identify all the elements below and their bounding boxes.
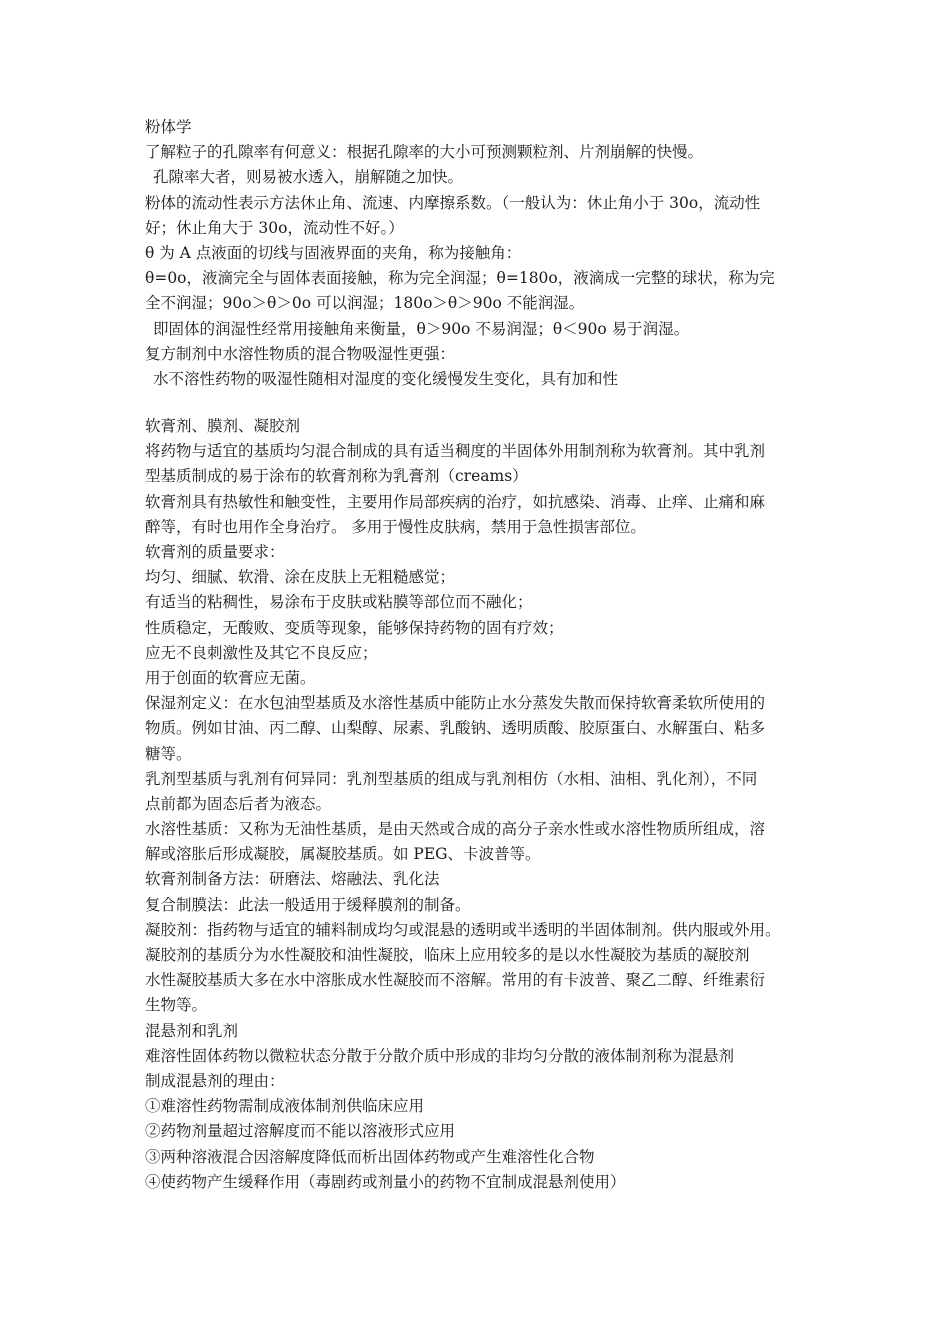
text-line: 物质。例如甘油、丙二醇、山梨醇、尿素、乳酸钠、透明质酸、胶原蛋白、水解蛋白、粘多 [145,719,766,738]
text-line: 凝胶剂：指药物与适宜的辅料制成均匀或混悬的透明或半透明的半固体制剂。供内服或外用。 [145,920,781,939]
text-line: 复合制膜法：此法一般适用于缓释膜剂的制备。 [145,895,471,914]
text-line: 软膏剂制备方法：研磨法、熔融法、乳化法 [145,870,440,889]
text-line: 保湿剂定义：在水包油型基质及水溶性基质中能防止水分蒸发失散而保持软膏柔软所使用的 [145,694,766,713]
text-line: 解或溶胀后形成凝胶，属凝胶基质。如 PEG、卡波普等。 [145,845,541,864]
document-body [145,115,813,1195]
text-line: 凝胶剂的基质分为水性凝胶和油性凝胶，临床上应用较多的是以水性凝胶为基质的凝胶剂 [145,946,750,964]
text-line: 全不润湿；90o＞θ＞0o 可以润湿；180o＞θ＞90o 不能润湿。 [145,294,585,313]
section-suspension [145,1019,813,1195]
text-line: 性质稳定，无酸败、变质等现象，能够保持药物的固有疗效； [145,618,564,637]
text-line: 生物等。 [145,996,208,1015]
text-line: 水性凝胶基质大多在水中溶胀成水性凝胶而不溶解。常用的有卡波普、聚乙二醇、纤维素衍 [145,971,766,990]
text-line: 软膏剂具有热敏性和触变性，主要用作局部疾病的治疗，如抗感染、消毒、止痒、止痛和麻 [145,492,766,511]
list-item: ④使药物产生缓释作用（毒剧药或剂量小的药物不宜制成混悬剂使用） [145,1172,626,1191]
section-title-suspension: 混悬剂和乳剂 [145,1021,239,1040]
text-line: 复方制剂中水溶性物质的混合物吸湿性更强： [145,344,456,363]
text-line: 将药物与适宜的基质均匀混合制成的具有适当稠度的半固体外用制剂称为软膏剂。其中乳剂 [145,442,766,461]
text-line: 孔隙率大者，则易被水透入，崩解随之加快。 [153,168,464,187]
text-line: 水溶性基质：又称为无油性基质，是由天然或合成的高分子亲水性或水溶性物质所组成，溶 [145,820,766,839]
text-line: 糖等。 [145,744,192,763]
text-line: 难溶性固体药物以微粒状态分散于分散介质中形成的非均匀分散的液体制剂称为混悬剂 [145,1046,735,1065]
text-line: 有适当的粘稠性，易涂布于皮肤或粘膜等部位而不融化； [145,593,533,612]
section-title-powder: 粉体学 [145,118,192,136]
text-line: 醉等，有时也用作全身治疗。 多用于慢性皮肤病，禁用于急性损害部位。 [145,517,646,536]
text-line: θ 为 A 点液面的切线与固液界面的夹角，称为接触角： [145,243,522,262]
text-line: 粉体的流动性表示方法休止角、流速、内摩擦系数。（一般认为：休止角小于 30o，流动性 [145,193,761,212]
text-line: 水不溶性药物的吸湿性随相对湿度的变化缓慢发生变化，具有加和性 [153,369,619,388]
text-line: 型基质制成的易于涂布的软膏剂称为乳膏剂（creams） [145,467,528,486]
list-item: ③两种溶液混合因溶解度降低而析出固体药物或产生难溶性化合物 [145,1147,595,1166]
section-title-ointment: 软膏剂、膜剂、凝胶剂 [145,417,301,436]
text-line: 应无不良刺激性及其它不良反应； [145,643,378,662]
text-line: 用于创面的软膏应无菌。 [145,668,316,687]
list-item: ②药物剂量超过溶解度而不能以溶液形式应用 [145,1122,456,1141]
text-line: 即固体的润湿性经常用接触角来衡量，θ＞90o 不易润湿；θ＜90o 易于润湿。 [153,319,690,338]
list-item: ①难溶性药物需制成液体制剂供临床应用 [145,1097,425,1116]
text-line: θ=0o，液滴完全与固体表面接触，称为完全润湿；θ=180o，液滴成一完整的球状，称为完 [145,269,775,288]
text-line: 制成混悬剂的理由： [145,1071,285,1090]
text-line: 了解粒子的孔隙率有何意义：根据孔隙率的大小可预测颗粒剂、片剂崩解的快慢。 [145,143,704,162]
section-ointment [145,414,813,1019]
text-line: 软膏剂的质量要求： [145,543,285,561]
paragraph-spacer [145,392,813,414]
text-line: 均匀、细腻、软滑、涂在皮肤上无粗糙感觉； [145,568,456,587]
text-line: 点前都为固态后者为液态。 [145,794,332,813]
text-line: 好；休止角大于 30o，流动性不好。） [145,218,404,237]
text-line: 乳剂型基质与乳剂有何异同：乳剂型基质的组成与乳剂相仿（水相、油相、乳化剂），不同 [145,769,758,788]
section-powder [145,115,813,392]
